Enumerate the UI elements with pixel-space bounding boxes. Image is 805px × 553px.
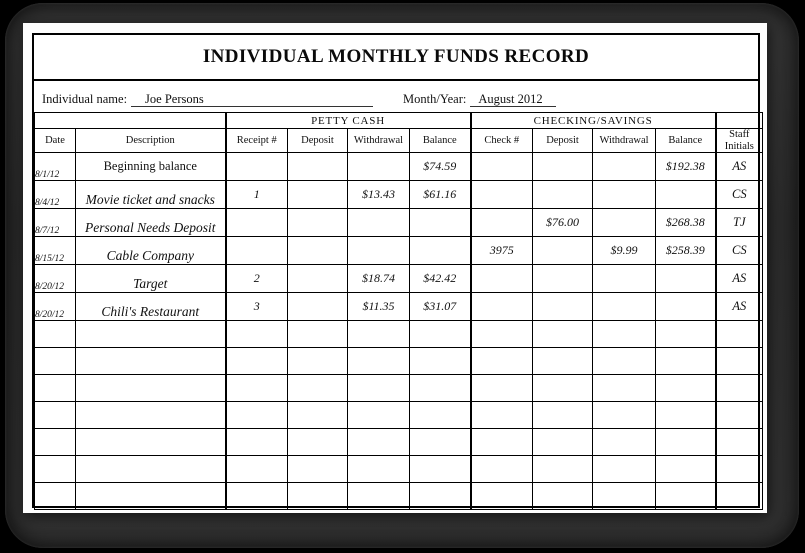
cell-cs-deposit	[533, 153, 593, 181]
cell-pc-deposit	[288, 237, 348, 265]
cell-receipt: 2	[226, 265, 288, 293]
empty-cell	[226, 483, 288, 510]
empty-cell	[76, 348, 226, 375]
col-header-description: Description	[76, 129, 226, 153]
cell-cs-withdrawal	[593, 265, 656, 293]
cell-cs-deposit: $76.00	[533, 209, 593, 237]
cell-cs-balance: $268.38	[656, 209, 716, 237]
table-row	[35, 209, 763, 237]
cell-cs-withdrawal	[593, 209, 656, 237]
cell-pc-withdrawal: $11.35	[348, 293, 410, 321]
cell-check-number	[471, 209, 533, 237]
column-header-row	[35, 129, 763, 153]
dark-card	[5, 3, 799, 548]
group-blank-left	[35, 113, 226, 129]
empty-cell	[35, 402, 76, 429]
empty-table-row	[35, 402, 763, 429]
cell-cs-balance	[656, 293, 716, 321]
cell-pc-deposit	[288, 153, 348, 181]
empty-cell	[533, 483, 593, 510]
cell-pc-withdrawal: $18.74	[348, 265, 410, 293]
funds-table	[34, 112, 763, 510]
empty-cell	[348, 348, 410, 375]
empty-cell	[533, 375, 593, 402]
month-year-field	[470, 92, 556, 107]
cell-check-number	[471, 265, 533, 293]
empty-cell	[226, 456, 288, 483]
cell-date: 8/15/12	[35, 237, 76, 265]
cell-cs-withdrawal	[593, 153, 656, 181]
empty-table-row	[35, 348, 763, 375]
cell-staff-initials: CS	[716, 237, 763, 265]
empty-cell	[226, 375, 288, 402]
cell-pc-withdrawal	[348, 209, 410, 237]
cell-description: Cable Company	[76, 237, 226, 265]
empty-cell	[76, 321, 226, 348]
funds-record-form	[32, 33, 760, 508]
empty-cell	[471, 483, 533, 510]
empty-cell	[348, 402, 410, 429]
petty-cash-group-header: PETTY CASH	[226, 113, 471, 129]
col-header-cs-deposit: Deposit	[533, 129, 593, 153]
cell-pc-balance: $42.42	[410, 265, 471, 293]
empty-cell	[348, 321, 410, 348]
cell-pc-balance	[410, 237, 471, 265]
empty-cell	[410, 321, 471, 348]
cell-cs-deposit	[533, 181, 593, 209]
cell-cs-withdrawal	[593, 293, 656, 321]
cell-check-number: 3975	[471, 237, 533, 265]
cell-receipt: 1	[226, 181, 288, 209]
cell-staff-initials: AS	[716, 293, 763, 321]
cell-pc-withdrawal	[348, 237, 410, 265]
empty-cell	[288, 348, 348, 375]
cell-check-number	[471, 293, 533, 321]
empty-cell	[226, 429, 288, 456]
cell-description: Chili's Restaurant	[76, 293, 226, 321]
cell-date: 8/1/12	[35, 153, 76, 181]
month-year-value: August 2012	[478, 92, 543, 106]
table-row	[35, 153, 763, 181]
empty-table-row	[35, 375, 763, 402]
empty-cell	[533, 321, 593, 348]
month-year-label: Month/Year:	[403, 92, 467, 106]
empty-cell	[410, 375, 471, 402]
cell-date: 8/20/12	[35, 293, 76, 321]
cell-cs-balance: $258.39	[656, 237, 716, 265]
form-page	[23, 23, 767, 513]
empty-cell	[716, 456, 763, 483]
cell-receipt	[226, 237, 288, 265]
empty-cell	[226, 321, 288, 348]
empty-cell	[471, 456, 533, 483]
empty-cell	[288, 402, 348, 429]
empty-cell	[656, 483, 716, 510]
cell-description: Beginning balance	[76, 153, 226, 181]
table-row	[35, 237, 763, 265]
title-section	[34, 35, 758, 81]
empty-cell	[593, 429, 656, 456]
empty-cell	[35, 375, 76, 402]
col-header-pc-balance: Balance	[410, 129, 471, 153]
empty-cell	[288, 456, 348, 483]
empty-cell	[76, 375, 226, 402]
cell-receipt	[226, 153, 288, 181]
cell-description: Personal Needs Deposit	[76, 209, 226, 237]
cell-pc-withdrawal	[348, 153, 410, 181]
cell-date: 8/20/12	[35, 265, 76, 293]
empty-cell	[35, 483, 76, 510]
individual-name-field	[131, 92, 373, 107]
empty-cell	[35, 429, 76, 456]
empty-cell	[35, 321, 76, 348]
form-header-fields	[34, 81, 758, 112]
cell-pc-deposit	[288, 209, 348, 237]
col-header-pc-deposit: Deposit	[288, 129, 348, 153]
checking-savings-group-header: CHECKING/SAVINGS	[471, 113, 716, 129]
empty-cell	[716, 483, 763, 510]
cell-staff-initials: CS	[716, 181, 763, 209]
empty-cell	[593, 402, 656, 429]
empty-cell	[656, 375, 716, 402]
empty-cell	[656, 456, 716, 483]
cell-date: 8/7/12	[35, 209, 76, 237]
empty-cell	[348, 375, 410, 402]
empty-cell	[471, 429, 533, 456]
cell-check-number	[471, 181, 533, 209]
empty-cell	[533, 348, 593, 375]
col-header-receipt: Receipt #	[226, 129, 288, 153]
empty-cell	[471, 375, 533, 402]
cell-cs-withdrawal	[593, 181, 656, 209]
empty-cell	[226, 402, 288, 429]
empty-cell	[471, 348, 533, 375]
cell-staff-initials: AS	[716, 153, 763, 181]
individual-name-label: Individual name:	[42, 92, 128, 106]
empty-cell	[533, 402, 593, 429]
col-header-cs-withdrawal: Withdrawal	[593, 129, 656, 153]
empty-cell	[533, 429, 593, 456]
page-title: INDIVIDUAL MONTHLY FUNDS RECORD	[202, 46, 590, 67]
empty-cell	[226, 348, 288, 375]
cell-staff-initials: AS	[716, 265, 763, 293]
empty-cell	[716, 402, 763, 429]
cell-pc-deposit	[288, 293, 348, 321]
empty-cell	[716, 321, 763, 348]
cell-cs-balance: $192.38	[656, 153, 716, 181]
cell-cs-deposit	[533, 265, 593, 293]
empty-cell	[656, 348, 716, 375]
empty-cell	[348, 456, 410, 483]
col-header-pc-withdrawal: Withdrawal	[348, 129, 410, 153]
empty-cell	[593, 375, 656, 402]
table-row	[35, 293, 763, 321]
empty-table-row	[35, 429, 763, 456]
empty-cell	[593, 456, 656, 483]
group-header-row	[35, 113, 763, 129]
empty-cell	[410, 456, 471, 483]
table-row	[35, 181, 763, 209]
empty-cell	[410, 402, 471, 429]
col-header-cs-balance: Balance	[656, 129, 716, 153]
cell-receipt	[226, 209, 288, 237]
cell-pc-balance: $74.59	[410, 153, 471, 181]
empty-cell	[656, 429, 716, 456]
empty-cell	[288, 483, 348, 510]
col-header-date: Date	[35, 129, 76, 153]
cell-pc-balance	[410, 209, 471, 237]
cell-cs-balance	[656, 265, 716, 293]
empty-cell	[410, 483, 471, 510]
individual-name-value: Joe Persons	[145, 92, 204, 106]
cell-pc-deposit	[288, 265, 348, 293]
empty-table-row	[35, 483, 763, 510]
empty-cell	[410, 348, 471, 375]
empty-table-row	[35, 456, 763, 483]
empty-cell	[471, 321, 533, 348]
empty-cell	[471, 402, 533, 429]
cell-cs-deposit	[533, 237, 593, 265]
empty-cell	[348, 483, 410, 510]
empty-cell	[716, 429, 763, 456]
empty-cell	[348, 429, 410, 456]
cell-cs-balance	[656, 181, 716, 209]
empty-cell	[288, 375, 348, 402]
empty-cell	[76, 429, 226, 456]
empty-cell	[288, 429, 348, 456]
empty-cell	[76, 483, 226, 510]
empty-cell	[76, 402, 226, 429]
table-row	[35, 265, 763, 293]
cell-cs-withdrawal: $9.99	[593, 237, 656, 265]
cell-staff-initials: TJ	[716, 209, 763, 237]
cell-description: Target	[76, 265, 226, 293]
empty-table-row	[35, 321, 763, 348]
table-body	[35, 153, 763, 510]
col-header-staff-initials: Staff Initials	[716, 129, 763, 153]
cell-description: Movie ticket and snacks	[76, 181, 226, 209]
group-blank-staff	[716, 113, 763, 129]
cell-pc-withdrawal: $13.43	[348, 181, 410, 209]
cell-pc-balance: $31.07	[410, 293, 471, 321]
col-header-check: Check #	[471, 129, 533, 153]
cell-cs-deposit	[533, 293, 593, 321]
empty-cell	[656, 402, 716, 429]
empty-cell	[593, 483, 656, 510]
empty-cell	[410, 429, 471, 456]
empty-cell	[35, 348, 76, 375]
empty-cell	[716, 375, 763, 402]
cell-date: 8/4/12	[35, 181, 76, 209]
empty-cell	[35, 456, 76, 483]
empty-cell	[593, 321, 656, 348]
empty-cell	[533, 456, 593, 483]
empty-cell	[656, 321, 716, 348]
cell-pc-balance: $61.16	[410, 181, 471, 209]
empty-cell	[288, 321, 348, 348]
cell-pc-deposit	[288, 181, 348, 209]
empty-cell	[76, 456, 226, 483]
cell-check-number	[471, 153, 533, 181]
empty-cell	[593, 348, 656, 375]
cell-receipt: 3	[226, 293, 288, 321]
empty-cell	[716, 348, 763, 375]
